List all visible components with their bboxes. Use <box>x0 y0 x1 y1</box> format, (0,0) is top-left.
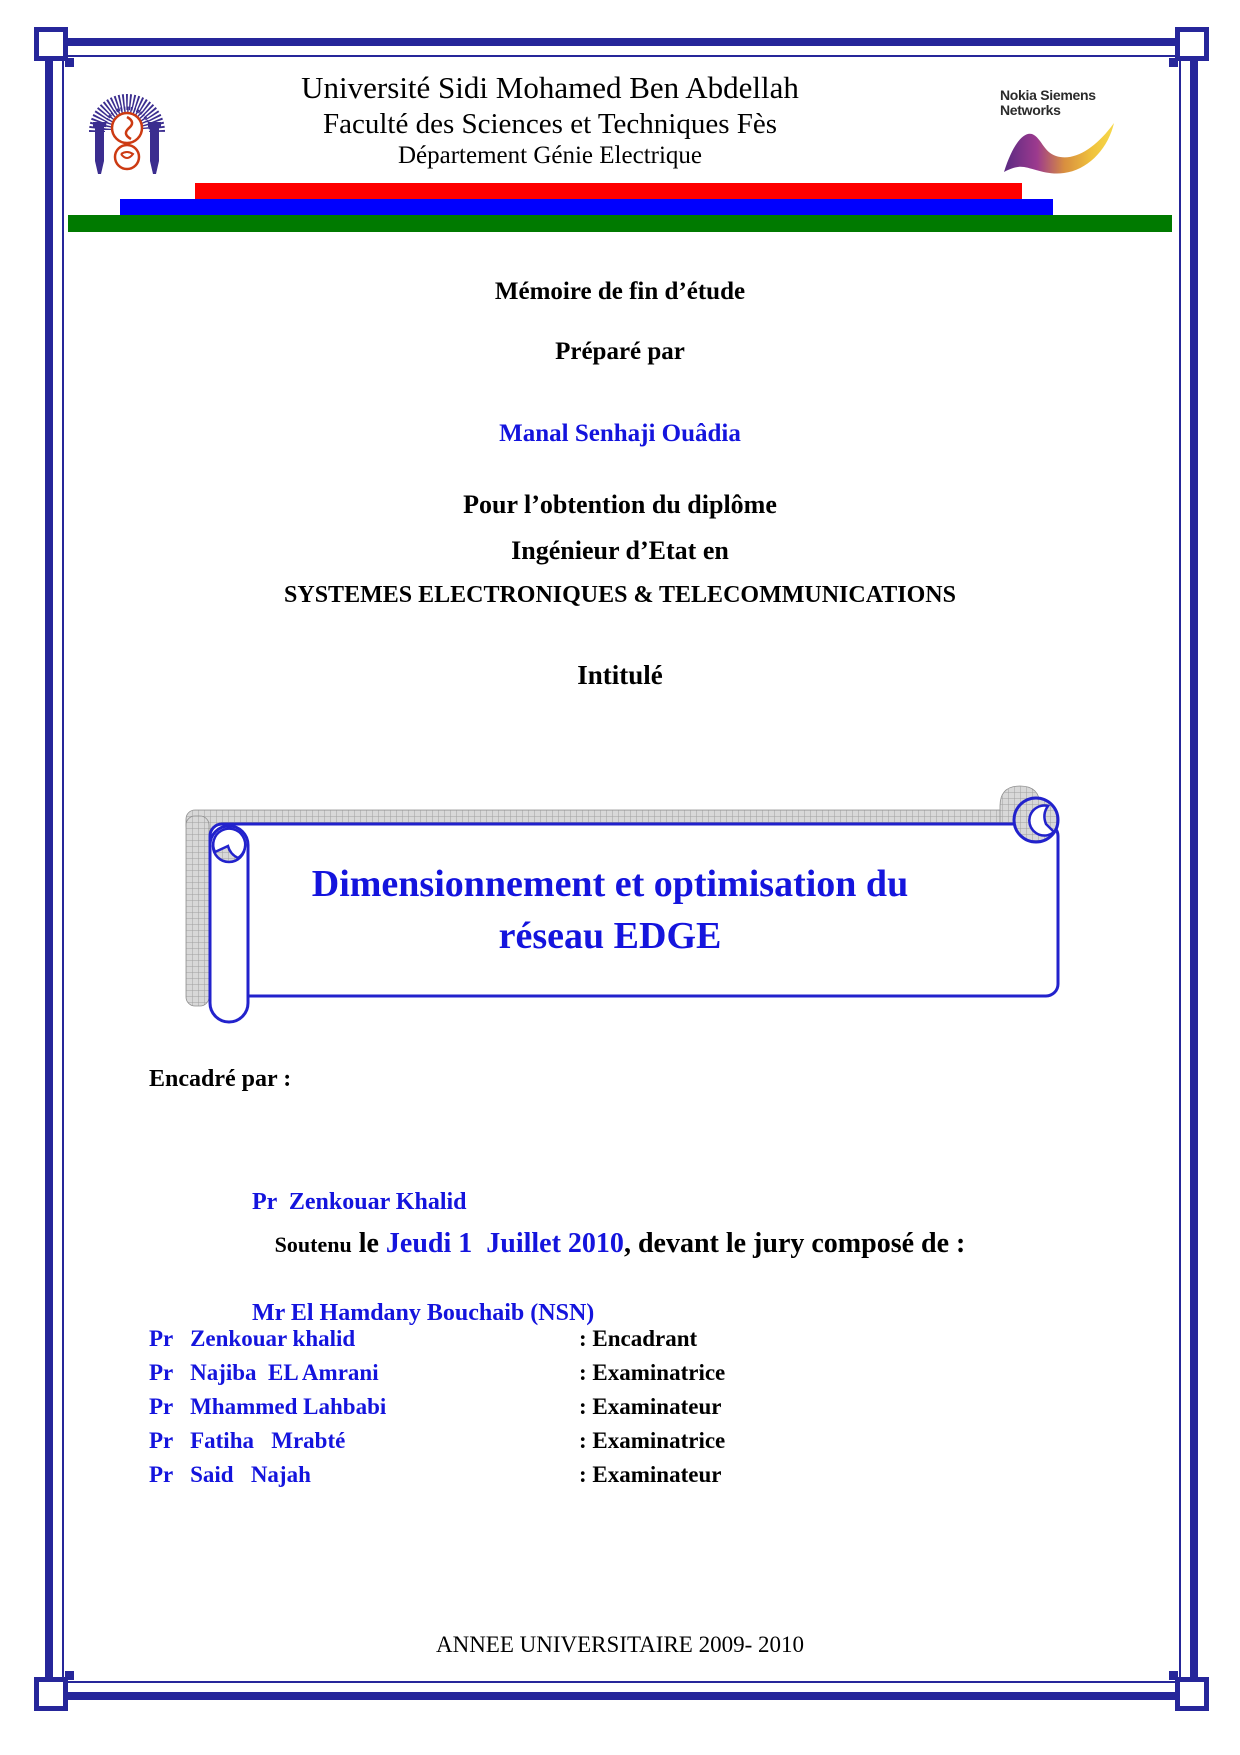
supervisor-item-1: Pr Zenkouar Khalid <box>252 1189 467 1215</box>
header-department-name: Département Génie Electrique <box>397 141 703 169</box>
supervision-label: Encadré par : <box>149 1066 292 1092</box>
diploma-line-1: Pour l’obtention du diplôme <box>463 490 777 519</box>
corner-ornament-top-left <box>34 27 68 61</box>
defense-statement <box>68 1228 1172 1260</box>
nsn-logo-text-line1: Nokia Siemens <box>1000 87 1096 103</box>
university-emblem-logo <box>84 70 170 180</box>
header-faculty-name: Faculté des Sciences et Techniques Fès <box>322 107 778 140</box>
jury-member-role: : Encadrant <box>579 1326 698 1351</box>
header-university-name: Université Sidi Mohamed Ben Abdellah <box>301 70 799 105</box>
nsn-swoosh-icon <box>1000 120 1120 176</box>
speciality-line: SYSTEMES ELECTRONIQUES & TELECOMMUNICATIONS <box>284 582 956 608</box>
defense-prefix: Soutenu <box>274 1232 352 1257</box>
corner-ornament-bottom-right <box>1175 1677 1209 1711</box>
decor-bar-red <box>195 183 1022 200</box>
jury-member-name: Pr Zenkouar khalid <box>149 1326 356 1351</box>
jury-row <box>149 1356 1109 1390</box>
jury-member-name: Pr Fatiha Mrabté <box>149 1428 346 1453</box>
jury-row <box>149 1390 1109 1424</box>
thesis-title-line-1: Dimensionnement et optimisation du <box>311 863 909 905</box>
jury-row <box>149 1424 1109 1458</box>
decor-bar-blue <box>120 199 1053 216</box>
jury-row <box>149 1458 1109 1492</box>
jury-member-role: : Examinatrice <box>579 1360 726 1385</box>
defense-suffix: , devant le jury composé de : <box>623 1228 966 1259</box>
corner-ornament-bottom-left <box>34 1677 68 1711</box>
jury-member-role: : Examinatrice <box>579 1428 726 1453</box>
prepared-by-label: Préparé par <box>555 338 685 365</box>
thesis-title-line-2: réseau EDGE <box>498 915 722 957</box>
thesis-title <box>190 858 1030 962</box>
nsn-logo-text-line2: Networks <box>1000 102 1061 118</box>
diploma-line-2: Ingénieur d’Etat en <box>511 536 729 565</box>
jury-list <box>149 1322 1109 1492</box>
author-name: Manal Senhaji Ouâdia <box>499 420 741 447</box>
header-institution-block <box>220 70 880 170</box>
corner-ornament-top-right <box>1175 27 1209 61</box>
memoire-title: Mémoire de fin d’étude <box>494 278 746 305</box>
decor-bar-green <box>68 215 1172 232</box>
supervisor-item-2: Mr El Hamdany Bouchaib (NSN) <box>252 1300 595 1326</box>
jury-member-name: Pr Said Najah <box>149 1462 311 1487</box>
intitule-label: Intitulé <box>577 660 663 690</box>
jury-member-name: Pr Najiba EL Amrani <box>149 1360 379 1385</box>
defense-le: le <box>351 1228 386 1259</box>
jury-member-name: Pr Mhammed Lahbabi <box>149 1394 387 1419</box>
jury-member-role: : Examinateur <box>579 1394 722 1419</box>
defense-date: Jeudi 1 Juillet 2010 <box>385 1228 624 1259</box>
jury-member-role: : Examinateur <box>579 1462 722 1487</box>
jury-row <box>149 1322 1109 1356</box>
nsn-logo <box>1000 88 1130 176</box>
academic-year: ANNEE UNIVERSITAIRE 2009- 2010 <box>435 1632 805 1657</box>
